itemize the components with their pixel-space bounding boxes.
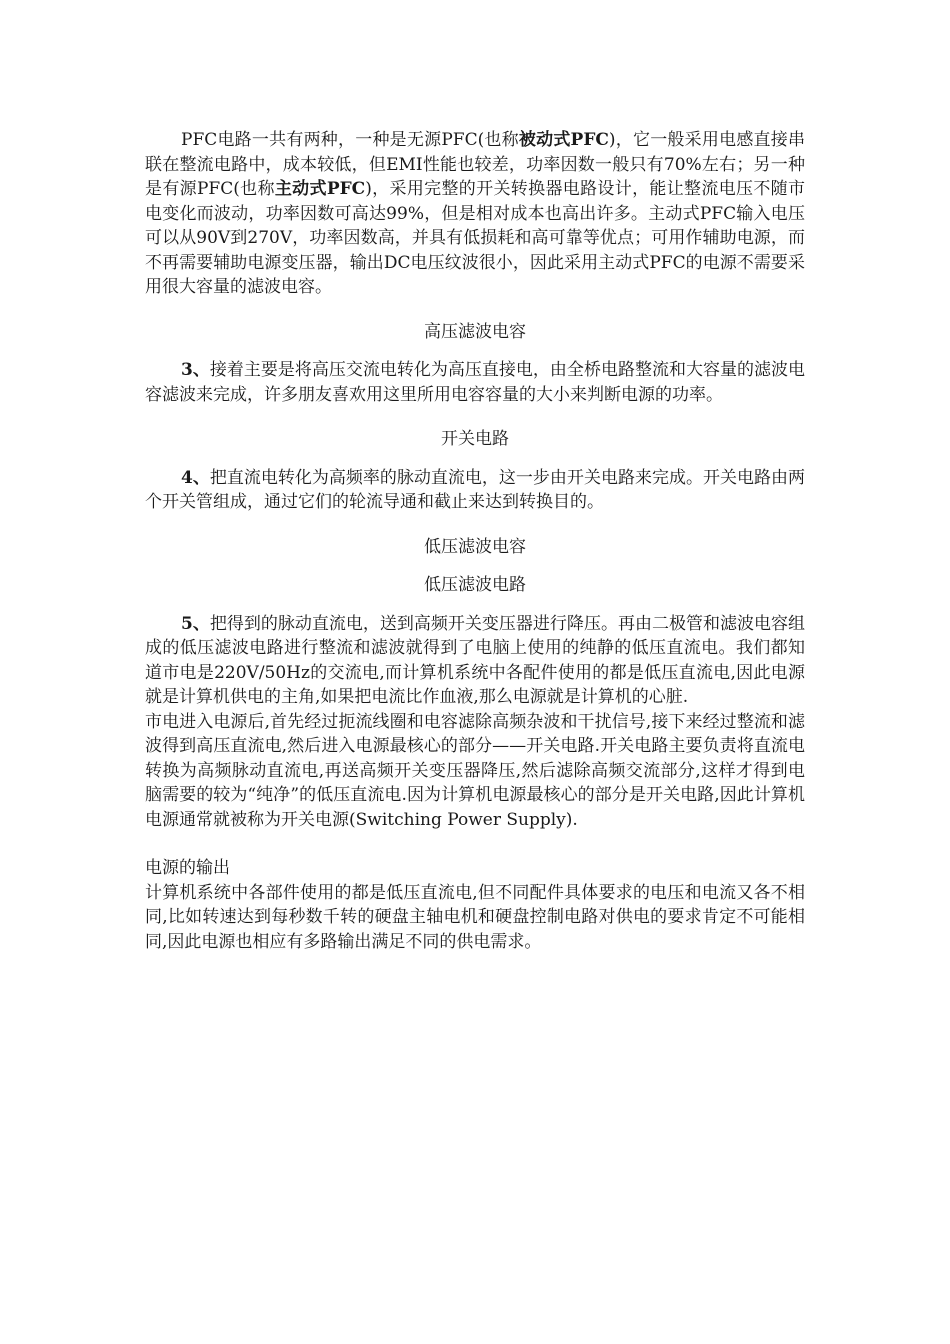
step-5-number: 5、: [181, 613, 210, 634]
mains-input-text: 市电进入电源后,首先经过扼流线圈和电容滤除高频杂波和干扰信号,接下来经过整流和滤波得到高压直流电,然后进入电源最核心的部分——开关电路.开关电路主要负责将直流电转换为高频脉动直流电,再送高频开关变压器降压,然后滤除高频交流部分,这样才得到电脑需要的较为“纯净”的低压直流电.因为计算机电源最核心的部分是开关电路,因此计算机电源通常就被称为开关电源: [145, 711, 805, 830]
paragraph-step-5: [145, 612, 805, 710]
step-3-text: 接着主要是将高压交流电转化为高压直接电，由全桥电路整流和大容量的滤波电容滤波来完成，许多朋友喜欢用这里所用电容容量的大小来判断电源的功率。: [145, 360, 805, 405]
paragraph-step-3: [145, 358, 805, 407]
pfc-passive-term: 被动式PFC: [518, 130, 609, 150]
paragraph-mains-input: [145, 710, 805, 833]
pfc-text-e: )，采用完整的开关转换器电路设计，能让整流电压不随市电变化而波动，功率因数可高达99%，但是相对成本也高出许多。主动式PFC输入电压可以从90V到270V，功率因数高，并具有低损耗和高可靠等优点；可用作辅助电源，而不再需要辅助电源变压器，输出DC电压纹波很小，因此采用主动式PFC的电源不需要采用很大容量的滤波电容。: [145, 179, 806, 297]
step-4-number: 4、: [181, 467, 210, 488]
caption-high-voltage-capacitor: 高压滤波电容: [424, 321, 526, 342]
pfc-active-term: 主动式PFC: [274, 179, 366, 199]
mains-input-tail: (Switching Power Supply).: [349, 809, 578, 830]
paragraph-step-4: [145, 466, 805, 515]
step-5-text: 把得到的脉动直流电，送到高频开关变压器进行降压。再由二极管和滤波电容组成的低压滤波电路进行整流和滤波就得到了电脑上使用的纯静的低压直流电。我们都知道市电是220V/50Hz的交流电,而计算机系统中各配件使用的都是低压直流电,因此电源就是计算机供电的主角,如果把电流比作血液,那么电源就是计算机的心脏.: [145, 613, 805, 707]
heading-power-output: 电源的输出: [145, 858, 230, 878]
pfc-text-c: )，它一般采用电感直接串联在整流电路中，成本较低，但EMI性能也较差，功率因数一般只有70%左右；另一种是有源PFC(也称: [145, 130, 805, 199]
pfc-text-a: PFC电路一共有两种，一种是无源PFC(也称: [181, 130, 519, 150]
paragraph-power-output: 计算机系统中各部件使用的都是低压直流电,但不同配件具体要求的电压和电流又各不相同,比如转速达到每秒数千转的硬盘主轴电机和硬盘控制电路对供电的要求肯定不可能相同,因此电源也相应有多路输出满足不同的供电需求。: [145, 882, 805, 952]
caption-switch-circuit: 开关电路: [441, 429, 509, 449]
paragraph-pfc: [145, 128, 805, 300]
step-3-number: 3、: [181, 360, 210, 380]
caption-low-voltage-circuit: 低压滤波电路: [424, 575, 526, 595]
document-body: [145, 128, 805, 954]
caption-low-voltage-capacitor: 低压滤波电容: [424, 536, 526, 557]
step-4-text: 把直流电转化为高频率的脉动直流电，这一步由开关电路来完成。开关电路由两个开关管组成，通过它们的轮流导通和截止来达到转换目的。: [145, 467, 805, 512]
